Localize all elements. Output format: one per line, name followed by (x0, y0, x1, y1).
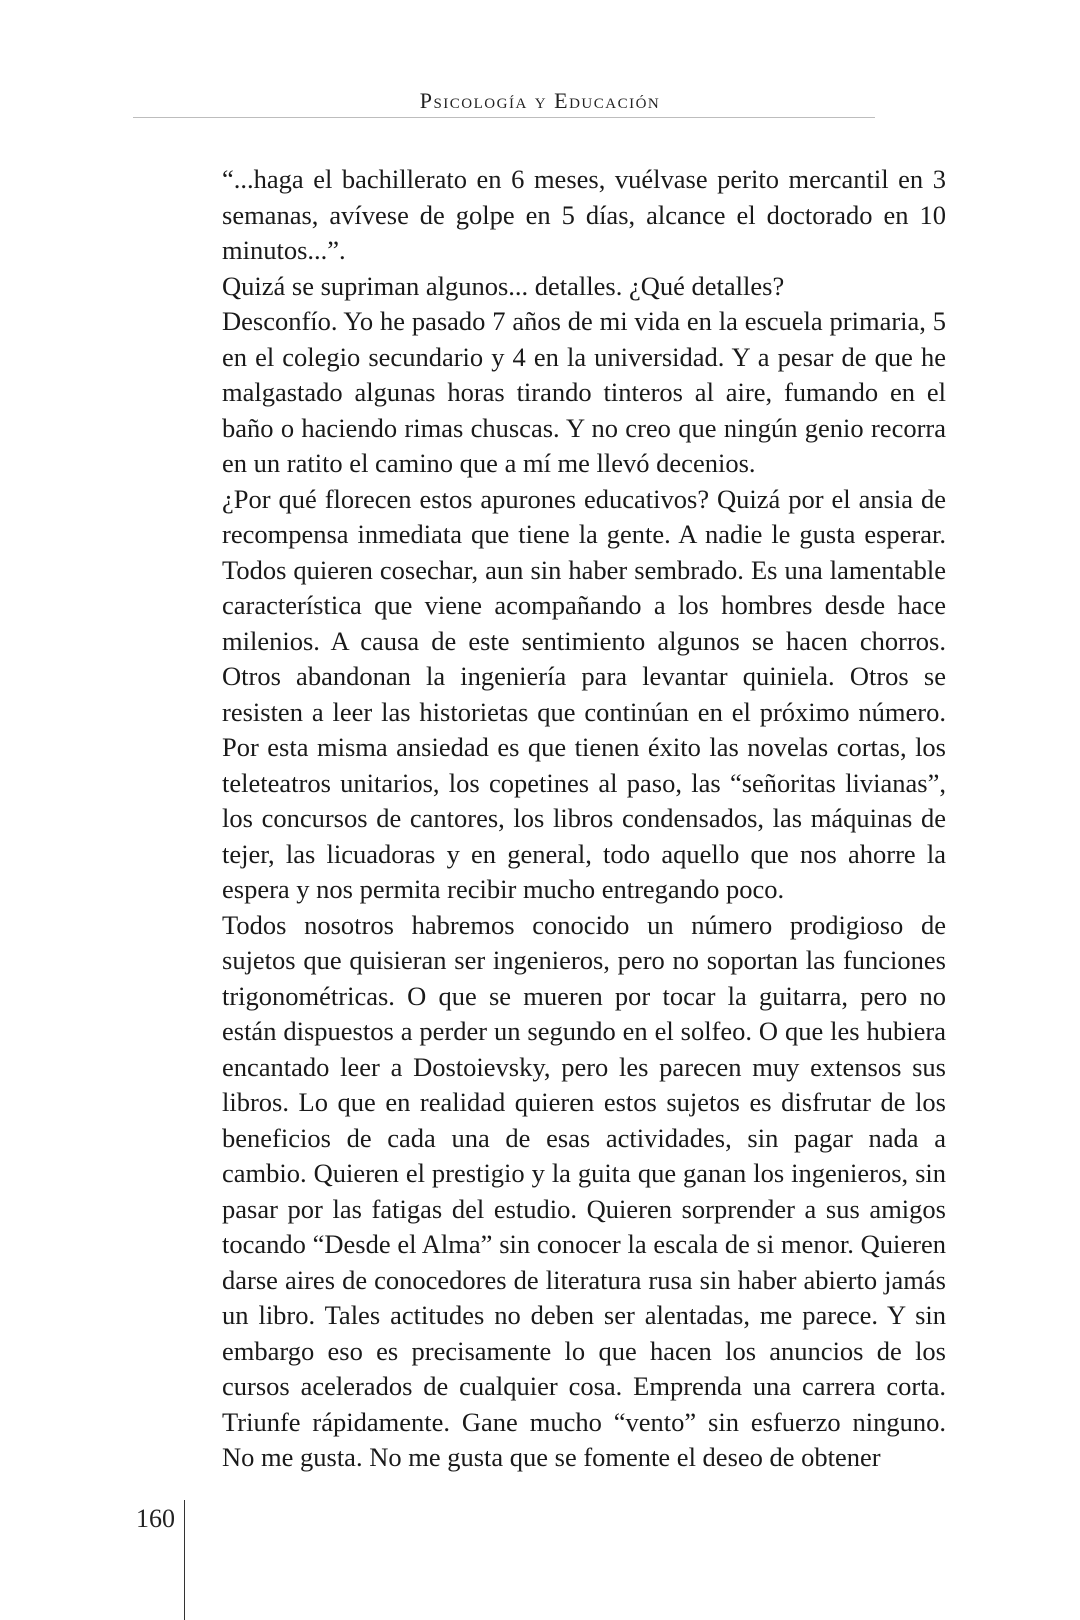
header-divider (133, 117, 875, 118)
body-text (222, 162, 946, 1476)
page-number: 160 (136, 1504, 175, 1533)
paragraph-details: Quizá se supriman algunos... detalles. ¿Qué detalles? (222, 270, 785, 301)
paragraph-subjects: Todos nosotros habremos conocido un número prodigioso de sujetos que quisieran ser ingenieros, pero no soportan las funciones trigonométricas. O que se mueren por tocar la guitarra, pero no están dispuestos a perder un segundo en el solfeo. O que les hubiera encantado leer a Dostoievsky, pero les parecen muy extensos sus libros. Lo que en realidad quieren estos sujetos es disfrutar de los beneficios de cada una de esas actividades, sin pagar nada a cambio. Quieren el prestigio y la guita que ganan los ingenieros, sin pasar por las fatigas del estudio. Quieren sorprender a sus amigos tocando “Desde el Alma” sin conocer la escala de si menor. Quieren darse aires de conocedores de literatura rusa sin haber abierto jamás un libro. Tales actitudes no deben ser alentadas, me parece. Y sin embargo eso es precisamente lo que hacen los anuncios de los cursos acelerados de cualquier cosa. Emprenda una carrera corta. Triunfe rápidamente. Gane mucho “vento” sin esfuerzo ninguno. No me gusta. No me gusta que se fomente el deseo de obtener (222, 909, 946, 1472)
paragraph-quote: “...haga el bachillerato en 6 meses, vuélvase perito mercantil en 3 semanas, avívese de golpe en 5 días, alcance el doctorado en 10 minutos...”. (222, 164, 946, 265)
paragraph-distrust: Desconfío. Yo he pasado 7 años de mi vida en la escuela primaria, 5 en el colegio secundario y 4 en la universidad. Y a pesar de que he malgastado algunas horas tirando tinteros al aire, fumando en el baño o haciendo rimas chuscas. Y no creo que ningún genio recorra en un ratito el camino que a mí me llevó decenios. (222, 306, 946, 478)
folio-vertical-rule (184, 1500, 185, 1620)
paragraph-why: ¿Por qué florecen estos apurones educativos? Quizá por el ansia de recompensa inmediata que tiene la gente. A nadie le gusta esperar. Todos quieren cosechar, aun sin haber sembrado. Es una lamentable característica que viene acompañando a los hombres desde hace milenios. A causa de este sentimiento algunos se hacen chorros. Otros abandonan la ingeniería para levantar quiniela. Otros se resisten a leer las historietas que continúan en el próximo número. Por esta misma ansiedad es que tienen éxito las novelas cortas, los teleteatros unitarios, los copetines al paso, las “señoritas livianas”, los concursos de cantores, los libros condensados, las máquinas de tejer, las licuadoras y en general, todo aquello que nos ahorre la espera y nos permita recibir mucho entregando poco. (222, 483, 946, 904)
running-header-title: Psicología y Educación (419, 88, 661, 113)
